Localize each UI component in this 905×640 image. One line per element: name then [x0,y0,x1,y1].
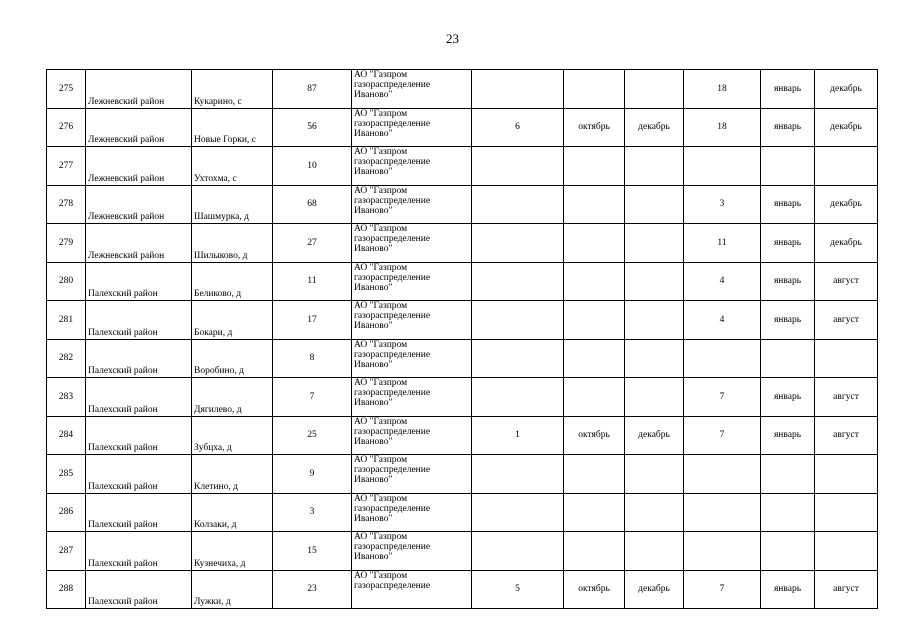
organization-line: Иваново" [354,513,393,524]
month-4-cell: август [815,378,878,417]
value-2-cell: 7 [684,570,761,609]
month-1-cell [564,455,625,494]
table-row [47,378,878,417]
month-4-cell [815,532,878,571]
month-3-cell: январь [761,416,815,455]
locality-cell: Ухтохма, с [192,147,273,186]
month-2-cell [625,147,684,186]
count-cell: 25 [273,416,352,455]
district-cell: Лежневский район [86,70,192,109]
locality-cell: Шилыково, д [192,224,273,263]
organization-cell [352,339,472,378]
organization-line: газораспределение [354,580,431,591]
organization-line: Иваново" [354,128,393,139]
count-cell: 11 [273,262,352,301]
table-row [47,108,878,147]
organization-line: АО "Газпром [354,532,408,542]
organization-line: газораспределение [354,503,431,514]
district-cell: Палехский район [86,570,192,609]
organization-line: Иваново" [354,282,393,293]
organization-line: газораспределение [354,542,431,552]
value-1-cell [472,532,564,571]
organization-cell [352,378,472,417]
month-3-cell [761,493,815,532]
organization-line: газораспределение [354,311,431,321]
month-1-cell [564,493,625,532]
row-number-cell: 275 [47,70,86,109]
organization-line: Иваново" [354,205,393,216]
row-number-cell: 279 [47,224,86,263]
value-2-cell: 18 [684,70,761,109]
month-4-cell [815,339,878,378]
row-number-cell: 285 [47,455,86,494]
organization-line: АО "Газпром [354,108,408,119]
month-3-cell [761,147,815,186]
count-cell: 23 [273,570,352,609]
table-row [47,416,878,455]
table-row [47,493,878,532]
month-3-cell: январь [761,378,815,417]
month-1-cell [564,301,625,340]
month-2-cell: декабрь [625,570,684,609]
organization-line: АО "Газпром [354,493,408,504]
organization-line: Иваново" [354,167,393,177]
count-cell: 27 [273,224,352,263]
value-1-cell: 5 [472,570,564,609]
month-3-cell [761,532,815,571]
table-row [47,339,878,378]
month-4-cell [815,455,878,494]
month-3-cell: январь [761,70,815,109]
value-2-cell [684,532,761,571]
organization-cell [352,185,472,224]
table-row [47,147,878,186]
month-1-cell [564,532,625,571]
count-cell: 68 [273,185,352,224]
locality-cell: Шашмурка, д [192,185,273,224]
value-2-cell: 11 [684,224,761,263]
organization-line: газораспределение [354,272,431,283]
locality-cell: Беликово, д [192,262,273,301]
organization-line: газораспределение [354,388,431,398]
organization-line: газораспределение [354,349,431,360]
month-2-cell [625,70,684,109]
month-4-cell: август [815,262,878,301]
locality-cell: Бокари, д [192,301,273,340]
month-4-cell [815,493,878,532]
count-cell: 15 [273,532,352,571]
locality-cell: Лужки, д [192,570,273,609]
month-4-cell: август [815,416,878,455]
month-2-cell [625,455,684,494]
count-cell: 9 [273,455,352,494]
value-1-cell [472,224,564,263]
organization-line: АО "Газпром [354,224,408,234]
data-table [46,69,878,609]
value-2-cell: 18 [684,108,761,147]
table-row [47,301,878,340]
value-1-cell [472,493,564,532]
month-2-cell [625,493,684,532]
table-row [47,262,878,301]
month-3-cell: январь [761,224,815,263]
month-4-cell: декабрь [815,185,878,224]
organization-cell [352,70,472,109]
row-number-cell: 288 [47,570,86,609]
month-1-cell: октябрь [564,416,625,455]
count-cell: 87 [273,70,352,109]
organization-line: газораспределение [354,157,431,167]
organization-cell [352,455,472,494]
row-number-cell: 284 [47,416,86,455]
value-2-cell [684,147,761,186]
page-number: 23 [446,31,459,46]
locality-cell: Новые Горки, с [192,108,273,147]
month-1-cell [564,339,625,378]
month-1-cell [564,70,625,109]
organization-line: газораспределение [354,426,431,437]
month-1-cell [564,262,625,301]
month-3-cell: январь [761,301,815,340]
count-cell: 8 [273,339,352,378]
month-4-cell [815,147,878,186]
organization-line: АО "Газпром [354,455,408,465]
organization-line: АО "Газпром [354,147,408,157]
organization-line: Иваново" [354,90,393,100]
month-2-cell [625,185,684,224]
value-1-cell [472,185,564,224]
month-4-cell: декабрь [815,224,878,263]
organization-cell [352,301,472,340]
organization-line: АО "Газпром [354,416,408,427]
count-cell: 7 [273,378,352,417]
table-row [47,224,878,263]
organization-line: Иваново" [354,359,393,370]
value-1-cell [472,339,564,378]
district-cell: Лежневский район [86,147,192,186]
organization-line: АО "Газпром [354,70,408,80]
table-row [47,455,878,494]
month-4-cell: декабрь [815,108,878,147]
locality-cell: Дягилево, д [192,378,273,417]
month-1-cell [564,147,625,186]
month-2-cell [625,301,684,340]
organization-cell [352,570,472,609]
row-number-cell: 277 [47,147,86,186]
row-number-cell: 286 [47,493,86,532]
organization-line: газораспределение [354,465,431,475]
month-1-cell [564,185,625,224]
month-3-cell: январь [761,108,815,147]
value-2-cell: 7 [684,416,761,455]
count-cell: 56 [273,108,352,147]
table-row [47,185,878,224]
month-2-cell [625,262,684,301]
value-2-cell [684,455,761,494]
organization-line: газораспределение [354,195,431,206]
value-1-cell: 1 [472,416,564,455]
row-number-cell: 282 [47,339,86,378]
row-number-cell: 280 [47,262,86,301]
locality-cell: Клетино, д [192,455,273,494]
district-cell: Лежневский район [86,224,192,263]
row-number-cell: 283 [47,378,86,417]
organization-line: газораспределение [354,80,431,90]
locality-cell: Кукарино, с [192,70,273,109]
table-row [47,570,878,609]
month-2-cell [625,532,684,571]
value-1-cell: 6 [472,108,564,147]
organization-cell [352,147,472,186]
value-2-cell: 4 [684,301,761,340]
organization-line: Иваново" [354,436,393,447]
value-1-cell [472,70,564,109]
district-cell: Лежневский район [86,108,192,147]
value-1-cell [472,262,564,301]
district-cell: Палехский район [86,416,192,455]
organization-line: Иваново" [354,475,393,485]
locality-cell: Колзаки, д [192,493,273,532]
value-2-cell: 3 [684,185,761,224]
month-4-cell: август [815,301,878,340]
organization-cell [352,416,472,455]
month-2-cell [625,378,684,417]
value-1-cell [472,301,564,340]
organization-line: АО "Газпром [354,339,408,350]
month-2-cell: декабрь [625,416,684,455]
count-cell: 10 [273,147,352,186]
month-2-cell [625,339,684,378]
organization-line: АО "Газпром [354,185,408,196]
month-4-cell: декабрь [815,70,878,109]
district-cell: Палехский район [86,339,192,378]
district-cell: Лежневский район [86,185,192,224]
organization-cell [352,108,472,147]
month-1-cell: октябрь [564,570,625,609]
month-1-cell [564,224,625,263]
value-2-cell: 4 [684,262,761,301]
count-cell: 17 [273,301,352,340]
organization-cell [352,224,472,263]
district-cell: Палехский район [86,301,192,340]
value-2-cell: 7 [684,378,761,417]
row-number-cell: 278 [47,185,86,224]
month-3-cell [761,339,815,378]
value-2-cell [684,339,761,378]
table-row [47,70,878,109]
organization-line: Иваново" [354,321,393,331]
organization-line: Иваново" [354,244,393,254]
value-1-cell [472,378,564,417]
organization-line: Иваново" [354,398,393,408]
row-number-cell: 276 [47,108,86,147]
organization-line: АО "Газпром [354,570,408,581]
organization-line: газораспределение [354,234,431,244]
organization-cell [352,262,472,301]
district-cell: Палехский район [86,378,192,417]
district-cell: Палехский район [86,455,192,494]
month-3-cell [761,455,815,494]
organization-line: АО "Газпром [354,301,408,311]
organization-cell [352,532,472,571]
month-1-cell: октябрь [564,108,625,147]
value-1-cell [472,147,564,186]
month-3-cell: январь [761,185,815,224]
organization-line: Иваново" [354,552,393,562]
locality-cell: Зубцха, д [192,416,273,455]
month-3-cell: январь [761,262,815,301]
count-cell: 3 [273,493,352,532]
row-number-cell: 287 [47,532,86,571]
organization-line: АО "Газпром [354,378,408,388]
locality-cell: Воробино, д [192,339,273,378]
organization-line: газораспределение [354,118,431,129]
value-2-cell [684,493,761,532]
month-4-cell: август [815,570,878,609]
district-cell: Палехский район [86,532,192,571]
month-3-cell: январь [761,570,815,609]
locality-cell: Кузнечиха, д [192,532,273,571]
table-row [47,532,878,571]
district-cell: Палехский район [86,262,192,301]
month-2-cell: декабрь [625,108,684,147]
month-2-cell [625,224,684,263]
value-1-cell [472,455,564,494]
row-number-cell: 281 [47,301,86,340]
organization-cell [352,493,472,532]
month-1-cell [564,378,625,417]
organization-line: АО "Газпром [354,262,408,273]
district-cell: Палехский район [86,493,192,532]
